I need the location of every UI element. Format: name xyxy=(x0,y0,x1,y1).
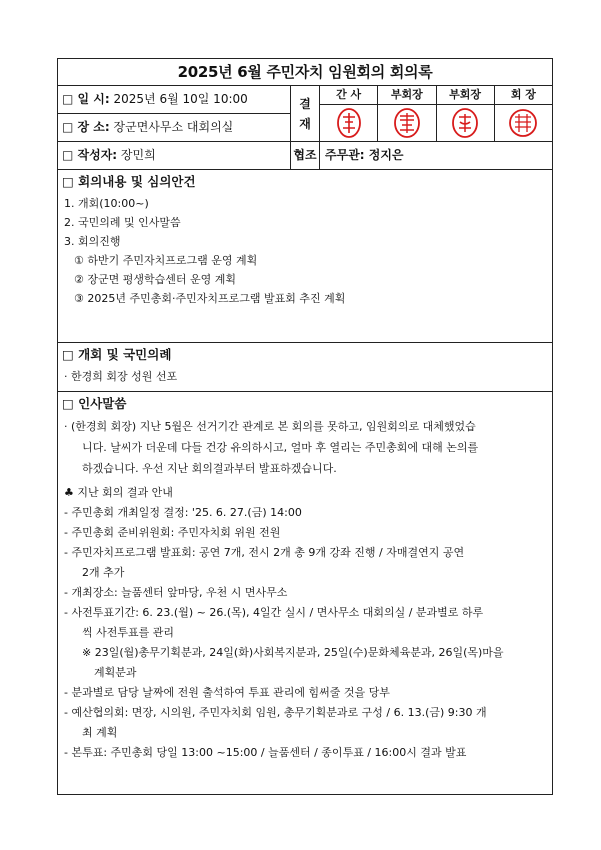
agenda-subitem: ① 하반기 주민자치프로그램 운영 계획 xyxy=(74,254,258,267)
results-list xyxy=(58,483,552,763)
seal-stamp-vice1 xyxy=(378,105,435,141)
speech-line: 하겠습니다. 우선 지난 회의결과부터 발표하겠습니다. xyxy=(82,462,337,475)
speech-line: · (한경희 회장) 지난 5월은 선거기간 관계로 본 회의를 못하고, 임원회의로 대체했었습 xyxy=(64,420,476,433)
approval-col-vice2 xyxy=(437,86,495,141)
approval-col-header: 부회장 xyxy=(378,86,435,105)
agenda-item: 3. 회의진행 xyxy=(64,235,121,248)
agenda-subitem: ③ 2025년 주민총회·주민자치프로그램 발표회 추진 계획 xyxy=(74,292,346,305)
place-row xyxy=(58,114,290,142)
seal-stamp-secretary xyxy=(320,105,377,141)
date-row xyxy=(58,86,290,114)
agenda-section xyxy=(58,170,552,343)
speech-line: 니다. 날씨가 더운데 다들 건강 유의하시고, 얼마 후 열리는 주민총회에 대해 논의를 xyxy=(82,441,479,454)
approval-col-vice1 xyxy=(378,86,436,141)
approval-col-header: 부회장 xyxy=(437,86,494,105)
approval-col-secretary xyxy=(320,86,378,141)
approval-area xyxy=(291,86,552,169)
result-item-cont: 2개 추가 xyxy=(82,566,125,579)
result-item: - 주민총회 준비위원회: 주민자치회 위원 전원 xyxy=(64,526,281,539)
greeting-section xyxy=(58,392,552,763)
writer-label: □ 작성자: xyxy=(62,148,118,162)
greeting-header: □ 인사말씀 xyxy=(62,396,127,411)
result-item: - 사전투표기간: 6. 23.(월) ~ 26.(목), 4일간 실시 / 면사무소 대회의실 / 분과별로 하루 xyxy=(64,606,484,619)
result-item: - 개최장소: 늘품센터 앞마당, 우천 시 면사무소 xyxy=(64,586,288,599)
agenda-subitem: ② 장군면 평생학습센터 운영 계획 xyxy=(74,273,236,286)
approval-label-line2: 재 xyxy=(299,116,311,131)
cooperation-row xyxy=(291,142,552,169)
agenda-item: 1. 개회(10:00~) xyxy=(64,197,149,210)
seal-stamp-president xyxy=(495,105,552,141)
approval-col-header: 간 사 xyxy=(320,86,377,105)
approval-label xyxy=(291,86,320,141)
opening-header: □ 개회 및 국민의례 xyxy=(62,347,172,362)
opening-section xyxy=(58,343,552,392)
writer-row xyxy=(58,142,290,170)
approval-label-line1: 결 xyxy=(299,96,311,111)
greeting-speech xyxy=(58,416,552,479)
place-value: 장군면사무소 대회의실 xyxy=(113,120,234,134)
date-value: 2025년 6월 10일 10:00 xyxy=(113,92,248,106)
meeting-info xyxy=(58,86,291,169)
result-item: - 분과별로 담당 날짜에 전원 출석하여 투표 관리에 힘써줄 것을 당부 xyxy=(64,686,390,699)
approval-col-president xyxy=(495,86,552,141)
document-title: 2025년 6월 주민자치 임원회의 회의록 xyxy=(58,59,552,86)
agenda-header: □ 회의내용 및 심의안건 xyxy=(62,174,196,189)
approval-col-header: 회 장 xyxy=(495,86,552,105)
seal-stamp-vice2 xyxy=(437,105,494,141)
result-item: - 주민총회 개최일정 결정: '25. 6. 27.(금) 14:00 xyxy=(64,506,302,519)
opening-line: · 한경희 회장 성원 선포 xyxy=(64,370,178,383)
result-item-cont: 최 계획 xyxy=(82,726,118,739)
date-label: □ 일 시: xyxy=(62,92,110,106)
approval-columns xyxy=(320,86,552,141)
place-label: □ 장 소: xyxy=(62,120,110,134)
writer-value: 장민희 xyxy=(120,148,156,162)
result-item-cont: 씩 사전투표를 관리 xyxy=(82,626,175,639)
result-item: - 주민자치프로그램 발표회: 공연 7개, 전시 2개 총 9개 강좌 진행 / 자매결연지 공연 xyxy=(64,546,465,559)
agenda-item: 2. 국민의례 및 인사말씀 xyxy=(64,216,181,229)
approval-box xyxy=(291,86,552,142)
header-block xyxy=(58,86,552,170)
result-item: - 예산협의회: 면장, 시의원, 주민자치회 임원, 총무기획분과로 구성 / 6. 13.(금) 9:30 개 xyxy=(64,706,487,719)
result-item: - 본투표: 주민총회 당일 13:00 ~15:00 / 늘품센터 / 종이투표 / 16:00시 결과 발표 xyxy=(64,746,467,759)
result-note-cont: 계획분과 xyxy=(94,666,137,679)
minutes-document xyxy=(57,58,553,795)
result-note: ※ 23일(월)총무기획분과, 24일(화)사회복지분과, 25일(수)문화체육분과, 26일(목)마을 xyxy=(82,646,504,659)
results-title: ♣ 지난 회의 결과 안내 xyxy=(64,486,173,499)
cooperation-value: 주무관: 정지은 xyxy=(325,148,404,162)
cooperation-label: 협조 xyxy=(291,142,320,169)
